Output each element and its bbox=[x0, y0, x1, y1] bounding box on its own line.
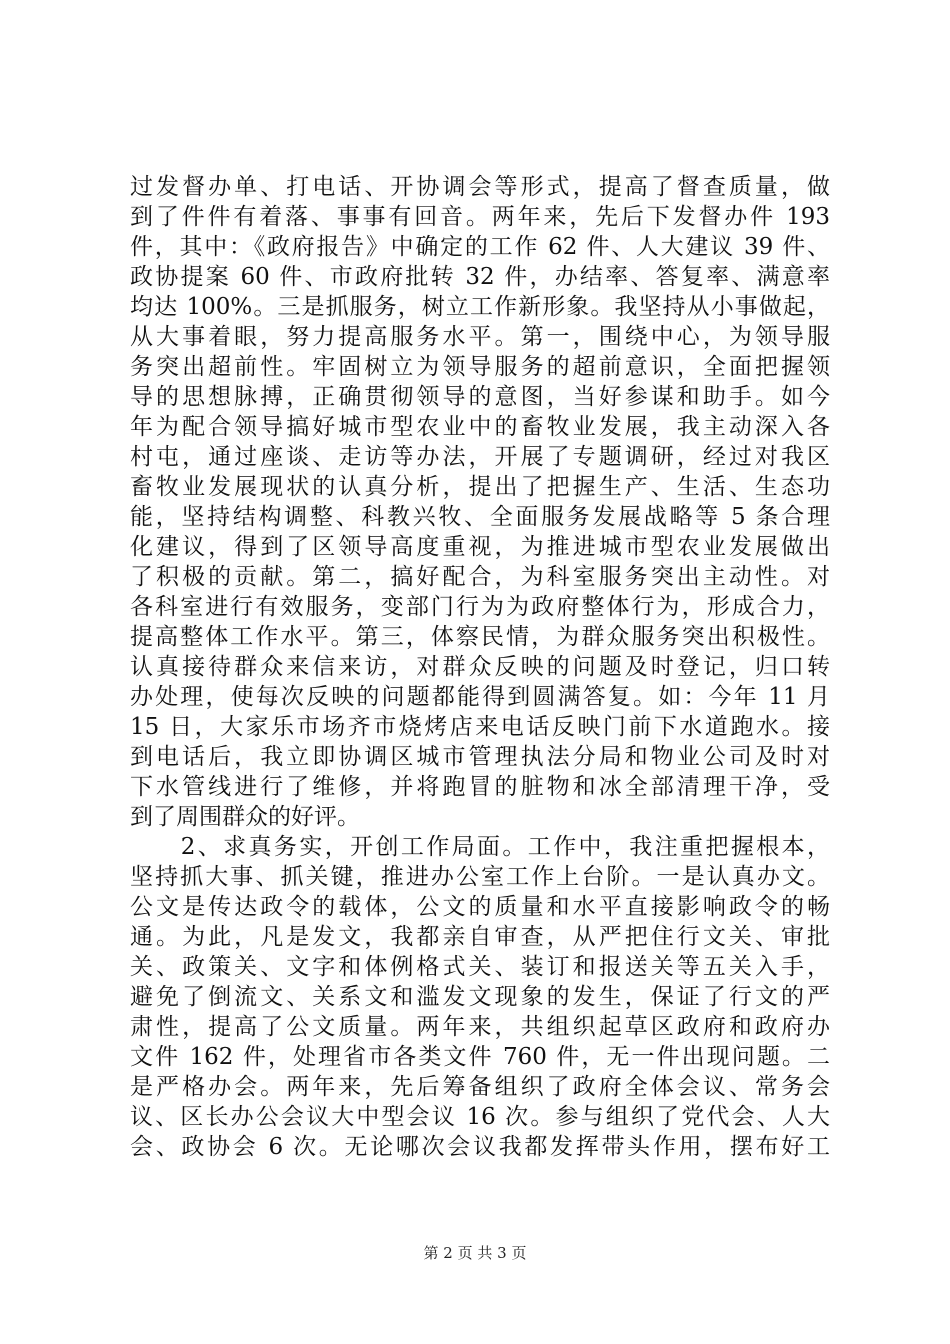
text-line: 15 日，大家乐市场齐市烧烤店来电话反映门前下水道跑水。接 bbox=[130, 714, 830, 740]
text-line: 化建议，得到了区领导高度重视，为推进城市型农业发展做出 bbox=[130, 534, 830, 560]
text-line: 关、政策关、文字和体例格式关、装订和报送关等五关入手， bbox=[130, 954, 830, 980]
text-line: 导的思想脉搏，正确贯彻领导的意图，当好参谋和助手。如今 bbox=[130, 384, 830, 410]
text-line: 办处理，使每次反映的问题都能得到圆满答复。如：今年 11 月 bbox=[130, 684, 830, 710]
text-line: 认真接待群众来信来访，对群众反映的问题及时登记，归口转 bbox=[130, 654, 830, 680]
text-line: 均达 100%。三是抓服务，树立工作新形象。我坚持从小事做起， bbox=[130, 294, 830, 320]
text-line: 年为配合领导搞好城市型农业中的畜牧业发展，我主动深入各 bbox=[130, 414, 830, 440]
text-line: 村屯，通过座谈、走访等办法，开展了专题调研，经过对我区 bbox=[130, 444, 830, 470]
text-line: 是严格办会。两年来，先后筹备组织了政府全体会议、常务会 bbox=[130, 1074, 830, 1100]
text-line: 务突出超前性。牢固树立为领导服务的超前意识，全面把握领 bbox=[130, 354, 830, 380]
text-line: 从大事着眼，努力提高服务水平。第一，围绕中心，为领导服 bbox=[130, 324, 830, 350]
text-line: 政协提案 60 件、市政府批转 32 件，办结率、答复率、满意率 bbox=[130, 264, 830, 290]
text-line: 件，其中：《政府报告》中确定的工作 62 件、人大建议 39 件、 bbox=[130, 234, 830, 260]
text-line: 过发督办单、打电话、开协调会等形式，提高了督查质量，做 bbox=[130, 174, 830, 200]
text-line: 议、区长办公会议大中型会议 16 次。参与组织了党代会、人大 bbox=[130, 1104, 830, 1130]
text-line: 到电话后，我立即协调区城市管理执法分局和物业公司及时对 bbox=[130, 744, 830, 770]
text-line: 肃性，提高了公文质量。两年来，共组织起草区政府和政府办 bbox=[130, 1014, 830, 1040]
text-line: 畜牧业发展现状的认真分析，提出了把握生产、生活、生态功 bbox=[130, 474, 830, 500]
text-line: 提高整体工作水平。第三，体察民情，为群众服务突出积极性。 bbox=[130, 624, 830, 650]
text-line: 会、政协会 6 次。无论哪次会议我都发挥带头作用，摆布好工 bbox=[130, 1134, 830, 1160]
text-line: 避免了倒流文、关系文和滥发文现象的发生，保证了行文的严 bbox=[130, 984, 830, 1010]
text-line: 通。为此，凡是发文，我都亲自审查，从严把住行文关、审批 bbox=[130, 924, 830, 950]
text-line: 公文是传达政令的载体，公文的质量和水平直接影响政令的畅 bbox=[130, 894, 830, 920]
text-line: 文件 162 件，处理省市各类文件 760 件，无一件出现问题。二 bbox=[130, 1044, 830, 1070]
text-line: 坚持抓大事、抓关键，推进办公室工作上台阶。一是认真办文。 bbox=[130, 864, 830, 890]
text-line: 到了周围群众的好评。 bbox=[130, 804, 360, 830]
page-footer: 第 2 页 共 3 页 bbox=[423, 1244, 527, 1262]
text-line: 能，坚持结构调整、科教兴牧、全面服务发展战略等 5 条合理 bbox=[130, 504, 830, 530]
text-line: 各科室进行有效服务，变部门行为为政府整体行为，形成合力， bbox=[130, 594, 830, 620]
text-line: 下水管线进行了维修，并将跑冒的脏物和冰全部清理干净，受 bbox=[130, 774, 830, 800]
text-line: 2、求真务实，开创工作局面。工作中，我注重把握根本， bbox=[130, 834, 830, 860]
body-text bbox=[130, 172, 830, 1162]
text-line: 了积极的贡献。第二，搞好配合，为科室服务突出主动性。对 bbox=[130, 564, 830, 590]
text-line: 到了件件有着落、事事有回音。两年来，先后下发督办件 193 bbox=[130, 204, 830, 230]
